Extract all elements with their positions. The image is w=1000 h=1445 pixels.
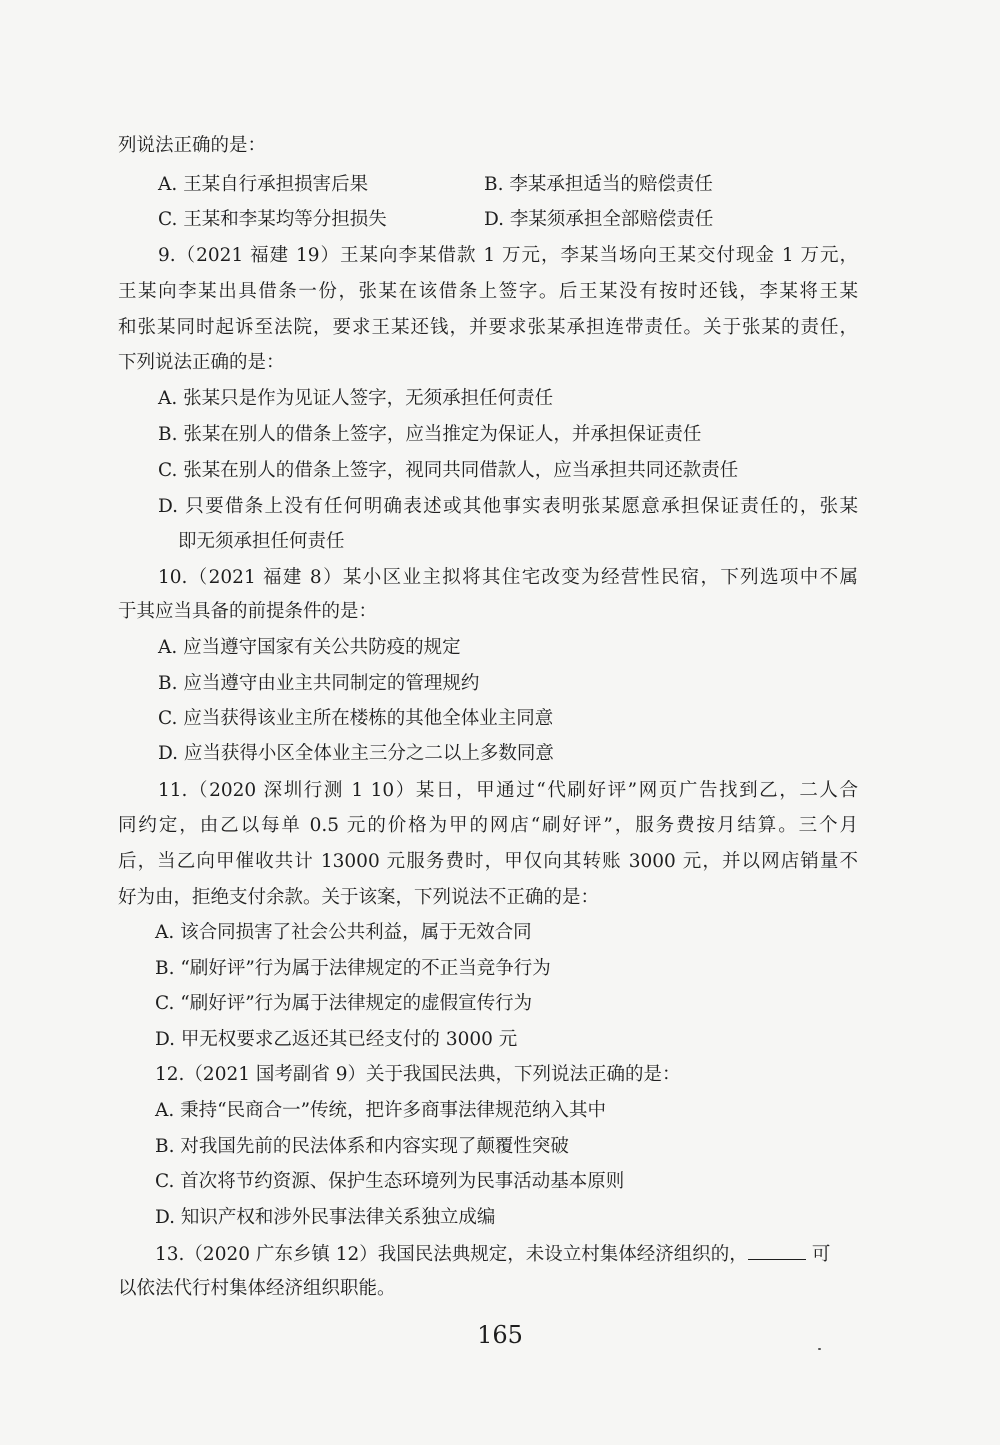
page-number: 165 — [477, 1321, 523, 1349]
q11-stem-line-4: 好为由，拒绝支付余款。关于该案，下列说法不正确的是： — [118, 887, 600, 908]
q9-option-d-line-1: D. 只要借条上没有任何明确表述或其他事实表明张某愿意承担保证责任的，张某 — [158, 496, 858, 517]
q12-option-a: A. 秉持“民商合一”传统，把许多商事法律规范纳入其中 — [155, 1100, 607, 1121]
q9-option-c: C. 张某在别人的借条上签字，视同共同借款人，应当承担共同还款责任 — [158, 460, 739, 481]
q11-stem-line-1: 11.（2020 深圳行测 1 10）某日，甲通过“代刷好评”网页广告找到乙，二人合 — [158, 780, 858, 801]
q10-stem-line-2: 于其应当具备的前提条件的是： — [118, 601, 378, 622]
q11-stem-line-3: 后，当乙向甲催收共计 13000 元服务费时，甲仅向其转账 3000 元，并以网店销量不 — [118, 851, 858, 872]
q10-stem-line-1: 10.（2021 福建 8）某小区业主拟将其住宅改变为经营性民宿，下列选项中不属 — [158, 567, 858, 588]
q9-option-d-line-2: 即无须承担任何责任 — [178, 531, 345, 552]
q8-option-b: B. 李某承担适当的赔偿责任 — [484, 174, 713, 195]
q10-option-b: B. 应当遵守由业主共同制定的管理规约 — [158, 673, 480, 694]
q10-option-a: A. 应当遵守国家有关公共防疫的规定 — [158, 637, 461, 658]
q10-option-d: D. 应当获得小区全体业主三分之二以上多数同意 — [158, 743, 554, 764]
q11-option-a: A. 该合同损害了社会公共利益，属于无效合同 — [155, 922, 532, 943]
q11-stem-line-2: 同约定，由乙以每单 0.5 元的价格为甲的网店“刷好评”，服务费按月结算。三个月 — [118, 815, 858, 836]
q9-stem-line-1: 9.（2021 福建 19）王某向李某借款 1 万元，李某当场向王某交付现金 1 万元， — [158, 245, 858, 266]
q13-stem-line-2: 以依法代行村集体经济组织职能。 — [118, 1278, 396, 1299]
q11-option-c: C. “刷好评”行为属于法律规定的虚假宣传行为 — [155, 993, 533, 1014]
q13-answer-blank — [748, 1241, 806, 1260]
q8-option-a: A. 王某自行承担损害后果 — [158, 174, 369, 195]
q9-option-a: A. 张某只是作为见证人签字，无须承担任何责任 — [158, 388, 554, 409]
q11-option-d: D. 甲无权要求乙返还其已经支付的 3000 元 — [155, 1029, 518, 1050]
q12-option-d: D. 知识产权和涉外民事法律关系独立成编 — [155, 1207, 496, 1228]
q9-stem-line-3: 和张某同时起诉至法院，要求王某还钱，并要求张某承担连带责任。关于张某的责任， — [118, 317, 858, 338]
q9-stem-line-4: 下列说法正确的是： — [118, 352, 285, 373]
q12-stem: 12.（2021 国考副省 9）关于我国民法典，下列说法正确的是： — [155, 1064, 681, 1085]
q10-option-c: C. 应当获得该业主所在楼栋的其他全体业主同意 — [158, 708, 554, 729]
q8-option-c: C. 王某和李某均等分担损失 — [158, 209, 387, 230]
scan-speck — [818, 1348, 821, 1350]
q13-stem-line-1 — [155, 1241, 830, 1268]
q13-stem-after-blank: 可 — [811, 1244, 831, 1265]
q8-option-d: D. 李某须承担全部赔偿责任 — [484, 209, 714, 230]
q8-stem-end: 列说法正确的是： — [118, 135, 267, 156]
q13-stem-before-blank: 13.（2020 广东乡镇 12）我国民法典规定，未设立村集体经济组织的， — [155, 1244, 748, 1265]
q9-option-b: B. 张某在别人的借条上签字，应当推定为保证人，并承担保证责任 — [158, 424, 702, 445]
q9-stem-line-2: 王某向李某出具借条一份，张某在该借条上签字。后王某没有按时还钱，李某将王某 — [118, 281, 858, 302]
q11-option-b: B. “刷好评”行为属于法律规定的不正当竞争行为 — [155, 958, 551, 979]
q12-option-b: B. 对我国先前的民法体系和内容实现了颠覆性突破 — [155, 1136, 569, 1157]
q12-option-c: C. 首次将节约资源、保护生态环境列为民事活动基本原则 — [155, 1171, 625, 1192]
